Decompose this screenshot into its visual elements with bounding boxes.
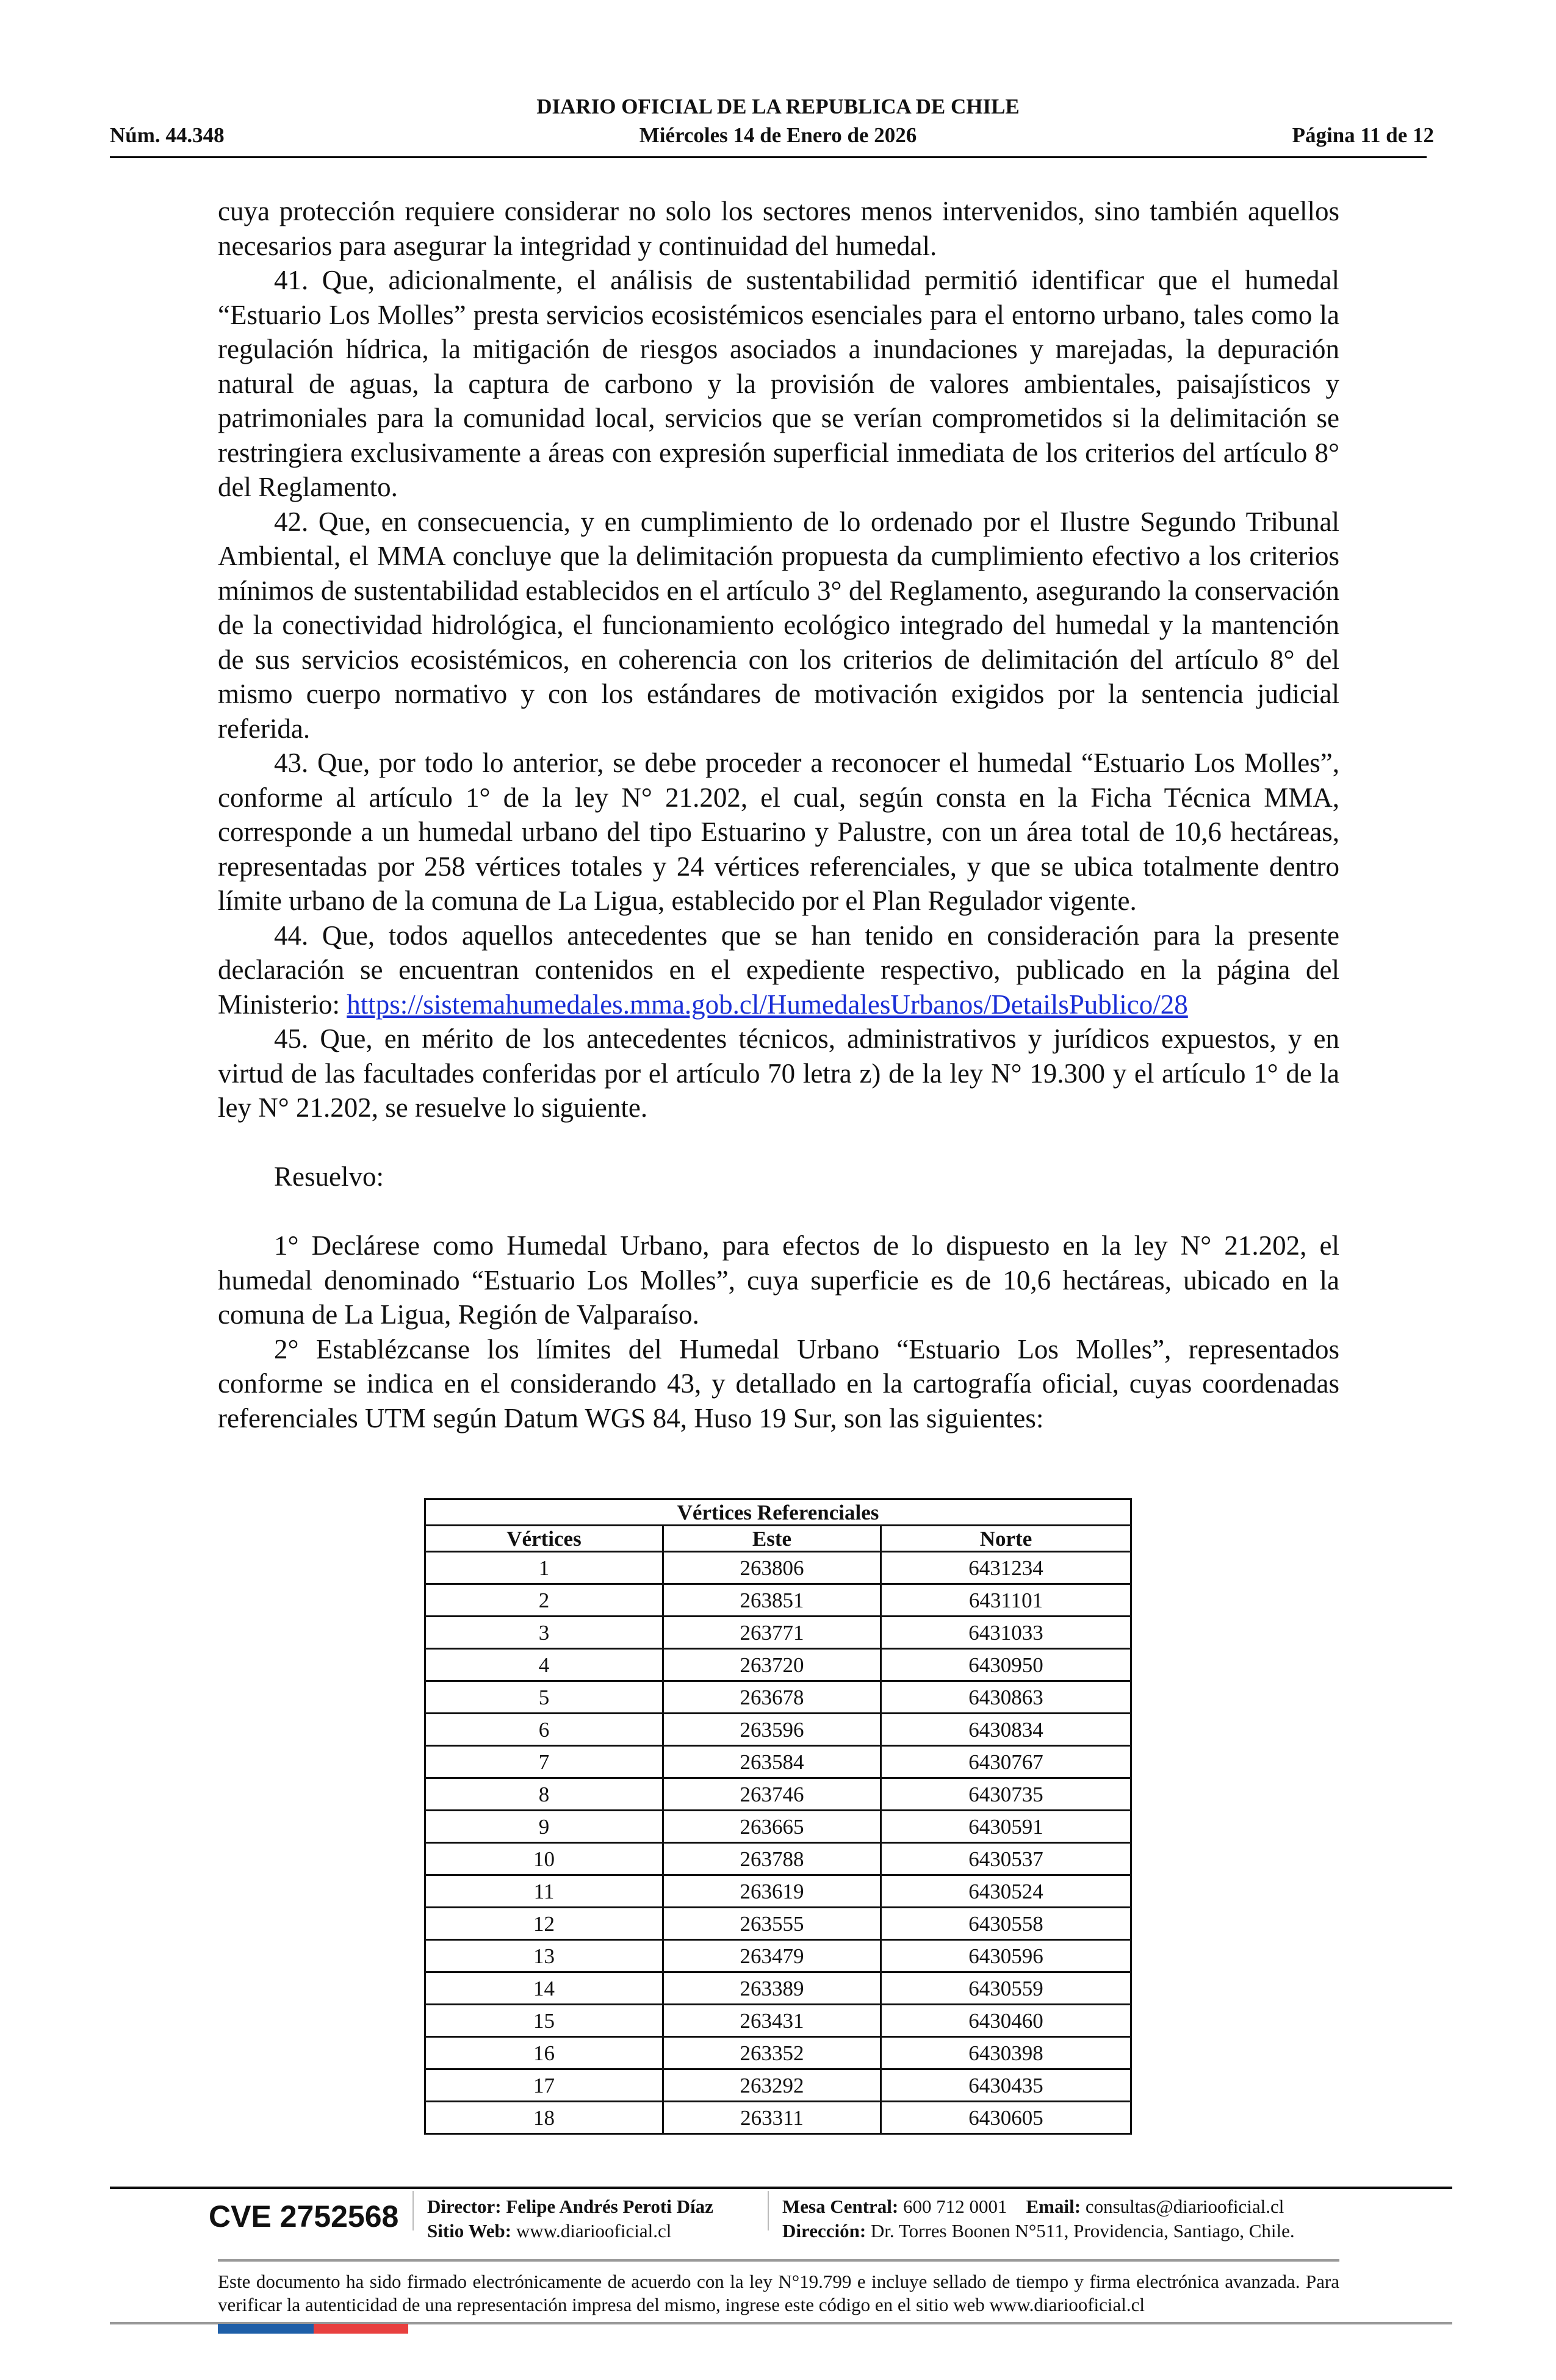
cell-vertex: 15 <box>425 2005 663 2037</box>
flag-bar-blue <box>218 2324 314 2334</box>
cell-norte: 6430834 <box>881 1714 1131 1746</box>
table-row <box>425 2037 1131 2069</box>
header-divider <box>110 156 1427 158</box>
table-row <box>425 1584 1131 1617</box>
document-body <box>218 194 1339 1435</box>
director-name: Felipe Andrés Peroti Díaz <box>506 2196 713 2217</box>
director-label: Director: <box>427 2196 502 2217</box>
column-header-norte: Norte <box>881 1526 1131 1552</box>
spacer <box>218 1194 1339 1229</box>
resolution-1: 1° Declárese como Humedal Urbano, para efectos de lo dispuesto en la ley N° 21.202, el humedal denominado “Estuario Los Molles”, cuya superficie es de 10,6 hectáreas, ubicado en la comuna de La Ligua, Región de Valparaíso. <box>218 1230 1339 1330</box>
table-row <box>425 1746 1131 1778</box>
cell-norte: 6431101 <box>881 1584 1131 1617</box>
website-label: Sitio Web: <box>427 2220 512 2241</box>
cell-este: 263678 <box>663 1681 881 1714</box>
cell-vertex: 9 <box>425 1811 663 1843</box>
cell-norte: 6430524 <box>881 1875 1131 1908</box>
cell-este: 263555 <box>663 1908 881 1940</box>
footer-divider <box>218 2259 1339 2262</box>
cell-este: 263596 <box>663 1714 881 1746</box>
cell-este: 263584 <box>663 1746 881 1778</box>
cell-este: 263292 <box>663 2069 881 2102</box>
signature-note: Este documento ha sido firmado electrónicamente de acuerdo con la ley N°19.799 e incluye sellado de tiempo y firma electrónica avanzada. Para verificar la autenticidad de una representación impresa del mismo, ingrese este código en el sitio web www.diariooficial.cl <box>218 2271 1339 2315</box>
cell-vertex: 18 <box>425 2102 663 2134</box>
table-row <box>425 2102 1131 2134</box>
table-row <box>425 1649 1131 1681</box>
cell-norte: 6430950 <box>881 1649 1131 1681</box>
cell-vertex: 10 <box>425 1843 663 1875</box>
issue-number: Núm. 44.348 <box>110 123 225 147</box>
paragraph-44 <box>218 918 1339 1022</box>
table-row <box>425 2069 1131 2102</box>
cell-norte: 6430767 <box>881 1746 1131 1778</box>
cell-vertex: 14 <box>425 1972 663 2005</box>
cell-vertex: 5 <box>425 1681 663 1714</box>
cell-este: 263389 <box>663 1972 881 2005</box>
cell-norte: 6430435 <box>881 2069 1131 2102</box>
table-row <box>425 1714 1131 1746</box>
footer-separator <box>412 2191 414 2230</box>
table-title: Vértices Referenciales <box>425 1499 1131 1526</box>
cell-este: 263806 <box>663 1552 881 1584</box>
paragraph-44-text: 44. Que, todos aquellos antecedentes que se han tenido en consideración para la presente declaración se encuentran contenidos en el expediente respectivo, publicado en la página del Ministerio: <box>218 920 1339 1020</box>
table-row <box>425 1972 1131 2005</box>
newspaper-title: DIARIO OFICIAL DE LA REPUBLICA DE CHILE <box>536 95 1020 118</box>
address: Dr. Torres Boonen N°511, Providencia, Santiago, Chile. <box>870 2220 1295 2241</box>
cell-norte: 6430605 <box>881 2102 1131 2134</box>
cell-norte: 6430398 <box>881 2037 1131 2069</box>
paragraph-43: 43. Que, por todo lo anterior, se debe proceder a reconocer el humedal “Estuario Los Molles”, conforme al artículo 1° de la ley N° 21.202, el cual, según consta en la Ficha Técnica MMA, corresponde a un humedal urbano del tipo Estuarino y Palustre, con un área total de 10,6 hectáreas, representadas por 258 vértices totales y 24 vértices referenciales, y que se ubica totalmente dentro límite urbano de la comuna de La Ligua, establecido por el Plan Regulador vigente. <box>218 748 1339 916</box>
cell-vertex: 3 <box>425 1617 663 1649</box>
cell-vertex: 4 <box>425 1649 663 1681</box>
table-row <box>425 1681 1131 1714</box>
cell-vertex: 11 <box>425 1875 663 1908</box>
cell-norte: 6430537 <box>881 1843 1131 1875</box>
issue-date: Miércoles 14 de Enero de 2026 <box>639 123 917 147</box>
cell-este: 263851 <box>663 1584 881 1617</box>
cell-este: 263431 <box>663 2005 881 2037</box>
email: consultas@diariooficial.cl <box>1085 2196 1284 2217</box>
cell-vertex: 12 <box>425 1908 663 1940</box>
address-label: Dirección: <box>782 2220 866 2241</box>
table-row <box>425 1875 1131 1908</box>
table-row <box>425 2005 1131 2037</box>
column-header-vertices: Vértices <box>425 1526 663 1552</box>
flag-bar-red <box>314 2324 408 2334</box>
vertices-table <box>424 1498 1132 2135</box>
resolution-2: 2° Establézcanse los límites del Humedal Urbano “Estuario Los Molles”, representados conforme se indica en el considerando 43, y detallado en la cartografía oficial, cuyas coordenadas referenciales UTM según Datum WGS 84, Huso 19 Sur, son las siguientes: <box>218 1333 1339 1433</box>
table-row <box>425 1843 1131 1875</box>
table-row <box>425 1778 1131 1811</box>
table-row <box>425 1617 1131 1649</box>
cell-este: 263720 <box>663 1649 881 1681</box>
paragraph-continuation: cuya protección requiere considerar no solo los sectores menos intervenidos, sino también aquellos necesarios para asegurar la integridad y continuidad del humedal. <box>218 196 1339 261</box>
mesa-label: Mesa Central: <box>782 2196 899 2217</box>
cell-norte: 6431234 <box>881 1552 1131 1584</box>
cell-vertex: 2 <box>425 1584 663 1617</box>
cell-vertex: 1 <box>425 1552 663 1584</box>
footer-separator <box>768 2191 769 2230</box>
paragraph-41: 41. Que, adicionalmente, el análisis de sustentabilidad permitió identificar que el humedal “Estuario Los Molles” presta servicios ecosistémicos esenciales para el entorno urbano, tales como la regulación hídrica, la mitigación de riesgos asociados a inundaciones y marejadas, la depuración natural de aguas, la captura de carbono y la provisión de valores ambientales, paisajísticos y patrimoniales para la comunidad local, servicios que se verían comprometidos si la delimitación se restringiera exclusivamente a áreas con expresión superficial inmediata de los criterios del artículo 8° del Reglamento. <box>218 265 1339 502</box>
resuelvo-heading: Resuelvo: <box>274 1161 384 1192</box>
footer-divider <box>110 2187 1452 2189</box>
paragraph-45: 45. Que, en mérito de los antecedentes técnicos, administrativos y jurídicos expuestos, y en virtud de las facultades conferidas por el artículo 70 letra z) de la ley N° 19.300 y el artículo 1° de la ley N° 21.202, se resuelve lo siguiente. <box>218 1023 1339 1123</box>
cell-norte: 6430558 <box>881 1908 1131 1940</box>
cell-vertex: 8 <box>425 1778 663 1811</box>
table-row <box>425 1811 1131 1843</box>
paragraph-42: 42. Que, en consecuencia, y en cumplimiento de lo ordenado por el Ilustre Segundo Tribunal Ambiental, el MMA concluye que la delimitación propuesta da cumplimiento efectivo a los criterios mínimos de sustentabilidad establecidos en el artículo 3° del Reglamento, asegurando la conservación de la conectividad hidrológica, el funcionamiento ecológico integrado del humedal y la mantención de sus servicios ecosistémicos, en coherencia con los criterios de delimitación del artículo 8° del mismo cuerpo normativo y con los estándares de motivación exigidos por la sentencia judicial referida. <box>218 506 1339 744</box>
cell-norte: 6430591 <box>881 1811 1131 1843</box>
cell-este: 263619 <box>663 1875 881 1908</box>
cell-este: 263746 <box>663 1778 881 1811</box>
cell-este: 263352 <box>663 2037 881 2069</box>
email-label: Email: <box>1026 2196 1081 2217</box>
cell-este: 263771 <box>663 1617 881 1649</box>
cell-este: 263665 <box>663 1811 881 1843</box>
cell-norte: 6431033 <box>881 1617 1131 1649</box>
table-row <box>425 1908 1131 1940</box>
cell-este: 263311 <box>663 2102 881 2134</box>
cell-norte: 6430735 <box>881 1778 1131 1811</box>
table-row <box>425 1940 1131 1972</box>
cell-norte: 6430460 <box>881 2005 1131 2037</box>
footer-director-block <box>427 2194 713 2243</box>
cell-vertex: 7 <box>425 1746 663 1778</box>
footer-contact-block <box>782 2194 1295 2243</box>
cell-norte: 6430596 <box>881 1940 1131 1972</box>
column-header-este: Este <box>663 1526 881 1552</box>
cell-norte: 6430559 <box>881 1972 1131 2005</box>
cve-code: CVE 2752568 <box>209 2199 399 2234</box>
cell-vertex: 13 <box>425 1940 663 1972</box>
cell-vertex: 6 <box>425 1714 663 1746</box>
cell-norte: 6430863 <box>881 1681 1131 1714</box>
cell-vertex: 16 <box>425 2037 663 2069</box>
website: www.diariooficial.cl <box>516 2220 672 2241</box>
cell-vertex: 17 <box>425 2069 663 2102</box>
cell-este: 263788 <box>663 1843 881 1875</box>
table-row <box>425 1552 1131 1584</box>
ministry-link[interactable]: https://sistemahumedales.mma.gob.cl/HumedalesUrbanos/DetailsPublico/28 <box>347 989 1188 1020</box>
mesa-phone: 600 712 0001 <box>903 2196 1007 2217</box>
page-number: Página 11 de 12 <box>1292 123 1434 147</box>
spacer <box>218 1125 1339 1160</box>
cell-este: 263479 <box>663 1940 881 1972</box>
